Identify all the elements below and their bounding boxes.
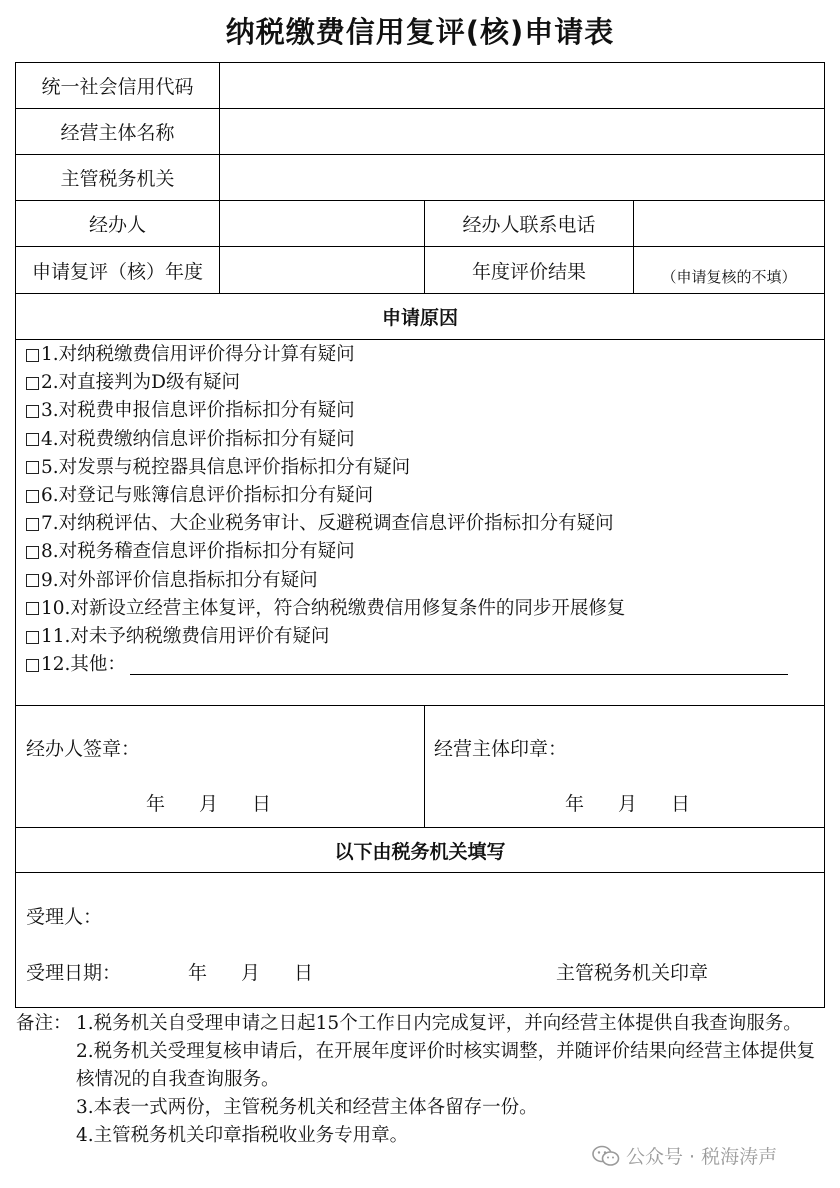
reason-item[interactable]: 3.对税费申报信息评价指标扣分有疑问 bbox=[26, 397, 788, 425]
form-title: 纳税缴费信用复评(核)申请表 bbox=[225, 15, 615, 49]
reason-item[interactable]: 7.对纳税评估、大企业税务审计、反避税调查信息评价指标扣分有疑问 bbox=[26, 510, 788, 538]
checkbox-icon[interactable] bbox=[26, 490, 39, 503]
tax-section-header: 以下由税务机关填写 bbox=[334, 840, 506, 863]
reason-item[interactable]: 10.对新设立经营主体复评，符合纳税缴费信用修复条件的同步开展修复 bbox=[26, 595, 788, 623]
checkbox-icon[interactable] bbox=[26, 433, 39, 446]
reason-item-other[interactable]: 12.其他： bbox=[26, 651, 788, 679]
note-item: 4.主管税务机关印章指税收业务专用章。 bbox=[76, 1125, 409, 1146]
checkbox-icon[interactable] bbox=[26, 602, 39, 615]
column-divider bbox=[424, 705, 425, 827]
reason-item[interactable]: 1.对纳税缴费信用评价得分计算有疑问 bbox=[26, 341, 788, 369]
checkbox-icon[interactable] bbox=[26, 377, 39, 390]
credit-code-field[interactable] bbox=[220, 63, 824, 108]
checkbox-icon[interactable] bbox=[26, 518, 39, 531]
accept-date-label: 受理日期： bbox=[26, 961, 122, 984]
notes bbox=[16, 1010, 826, 1150]
handler-sign-label: 经办人签章： bbox=[26, 737, 141, 760]
note-item: 备注： 1.税务机关自受理申请之日起15个工作日内完成复评，并向经营主体提供自我查询服务。 bbox=[16, 1013, 802, 1034]
tax-authority-field[interactable] bbox=[220, 155, 824, 200]
handler-phone-field[interactable] bbox=[634, 201, 824, 246]
checkbox-icon[interactable] bbox=[26, 461, 39, 474]
entity-name-field[interactable] bbox=[220, 109, 824, 154]
accept-date-value[interactable]: 年 月 日 bbox=[188, 961, 314, 984]
year-label: 申请复评（核）年度 bbox=[31, 260, 203, 283]
checkbox-icon[interactable] bbox=[26, 574, 39, 587]
checkbox-icon[interactable] bbox=[26, 546, 39, 559]
row-divider bbox=[16, 339, 824, 340]
reason-item[interactable]: 4.对税费缴纳信息评价指标扣分有疑问 bbox=[26, 426, 788, 454]
checkbox-icon[interactable] bbox=[26, 405, 39, 418]
result-label: 年度评价结果 bbox=[471, 260, 586, 283]
checkbox-icon[interactable] bbox=[26, 631, 39, 644]
reason-item[interactable]: 2.对直接判为D级有疑问 bbox=[26, 369, 788, 397]
other-reason-input[interactable] bbox=[130, 656, 788, 675]
row-divider bbox=[16, 705, 824, 706]
reason-item[interactable]: 9.对外部评价信息指标扣分有疑问 bbox=[26, 567, 788, 595]
row-divider bbox=[16, 872, 824, 873]
result-field[interactable] bbox=[634, 247, 824, 293]
reasons-header: 申请原因 bbox=[381, 307, 458, 329]
handler-sign-date[interactable]: 年 月 日 bbox=[146, 792, 272, 815]
handler-field[interactable] bbox=[220, 201, 424, 246]
note-item: 2.税务机关受理复核申请后，在开展年度评价时核实调整，并随评价结果向经营主体提供复核情况的自我查询服务。 bbox=[76, 1041, 816, 1090]
entity-seal-date[interactable]: 年 月 日 bbox=[565, 792, 691, 815]
result-note: （申请复核的不填） bbox=[661, 268, 797, 286]
acceptor-label: 受理人： bbox=[26, 905, 103, 928]
reason-item[interactable]: 11.对未予纳税缴费信用评价有疑问 bbox=[26, 623, 788, 651]
watermark: 公众号 · 税海涛声 bbox=[592, 1142, 777, 1169]
reason-item[interactable]: 8.对税务稽查信息评价指标扣分有疑问 bbox=[26, 538, 788, 566]
reason-item[interactable]: 5.对发票与税控器具信息评价指标扣分有疑问 bbox=[26, 454, 788, 482]
checkbox-icon[interactable] bbox=[26, 659, 39, 672]
handler-label: 经办人 bbox=[88, 214, 146, 236]
wechat-icon bbox=[592, 1145, 620, 1167]
credit-code-label: 统一社会信用代码 bbox=[41, 76, 194, 98]
tax-authority-label: 主管税务机关 bbox=[60, 168, 175, 190]
year-field[interactable] bbox=[220, 247, 424, 293]
reason-item[interactable]: 6.对登记与账簿信息评价指标扣分有疑问 bbox=[26, 482, 788, 510]
tax-authority-seal-label: 主管税务机关印章 bbox=[556, 961, 709, 984]
entity-name-label: 经营主体名称 bbox=[60, 122, 175, 144]
entity-seal-label: 经营主体印章： bbox=[434, 737, 568, 760]
reasons-list bbox=[26, 341, 788, 679]
application-form bbox=[15, 62, 825, 1008]
handler-phone-label: 经办人联系电话 bbox=[462, 214, 596, 236]
checkbox-icon[interactable] bbox=[26, 349, 39, 362]
note-item: 3.本表一式两份，主管税务机关和经营主体各留存一份。 bbox=[76, 1097, 538, 1118]
